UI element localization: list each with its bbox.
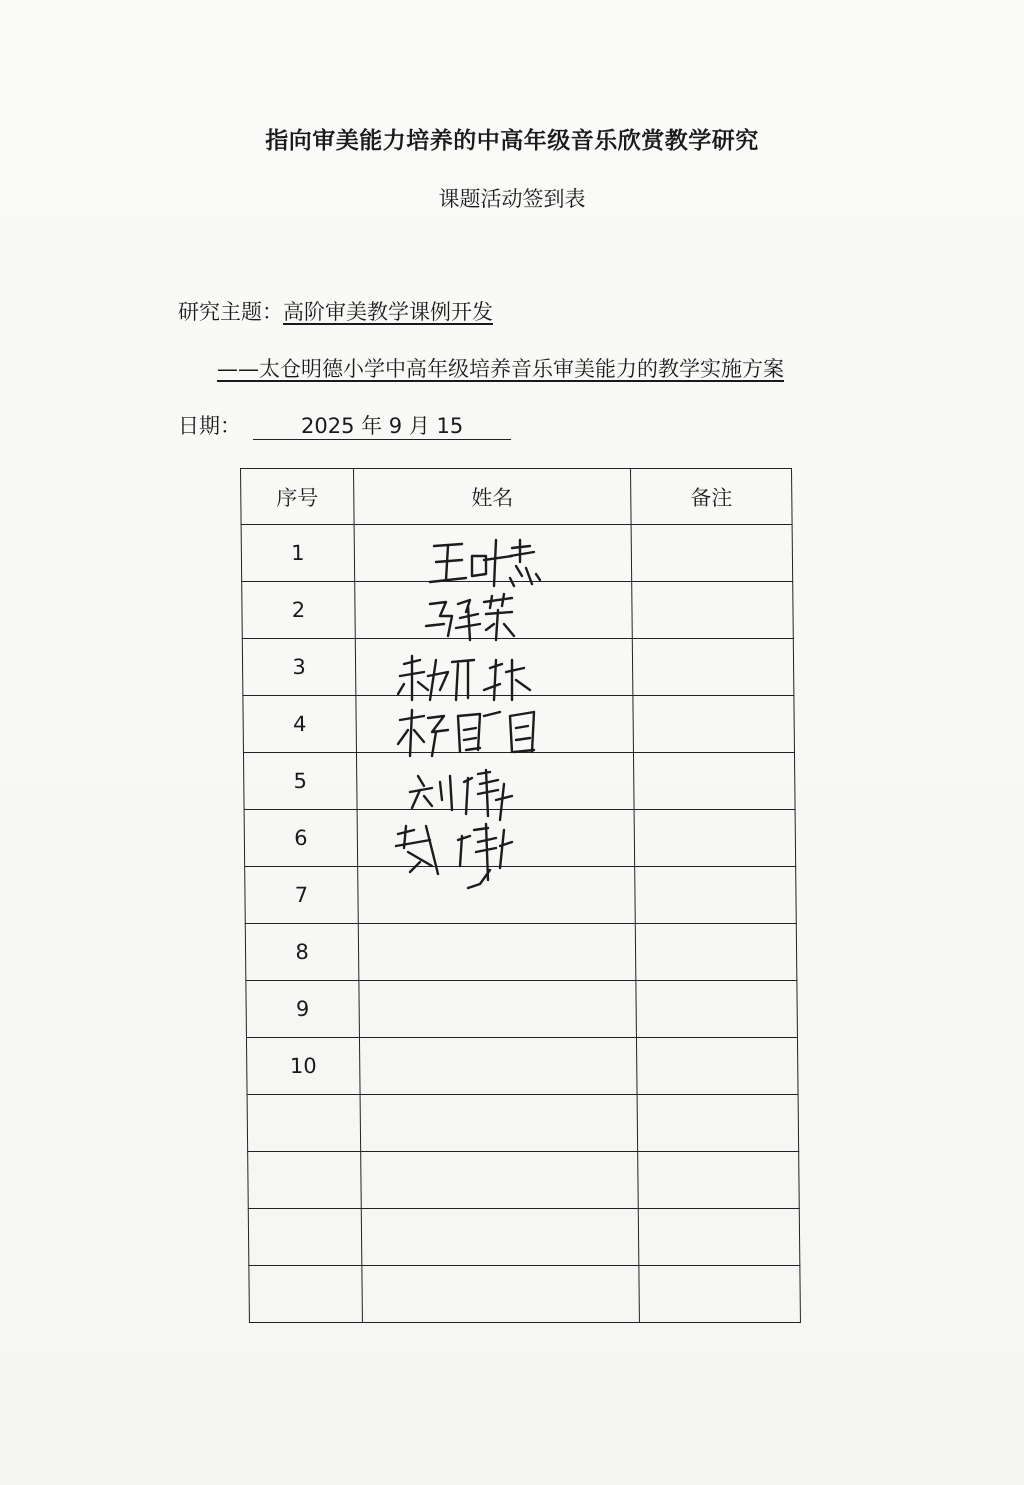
row-name-cell (354, 525, 632, 582)
row-note-cell (632, 639, 794, 696)
row-number-cell (248, 1152, 362, 1209)
topic-subtitle: ——太仓明德小学中高年级培养音乐审美能力的教学实施方案 (217, 357, 784, 381)
row-note-cell (633, 696, 795, 753)
header-note: 备注 (631, 469, 793, 525)
row-name-cell (356, 753, 634, 810)
row-name-cell (361, 1152, 639, 1209)
row-number-cell: 8 (245, 924, 359, 981)
row-name-cell (355, 582, 633, 639)
row-name-cell (358, 867, 636, 924)
research-topic (178, 296, 493, 326)
table-row (243, 753, 795, 810)
table-row (242, 582, 794, 639)
row-number-cell (248, 1209, 362, 1266)
table-row (249, 1266, 801, 1323)
row-note-cell (631, 525, 793, 582)
table-header-row (241, 469, 793, 525)
date-row (178, 410, 511, 440)
table-row (243, 696, 795, 753)
document-title: 指向审美能力培养的中高年级音乐欣赏教学研究 (265, 128, 759, 154)
row-name-cell (359, 1038, 637, 1095)
table-row (246, 981, 798, 1038)
row-name-cell (357, 810, 635, 867)
table-row (242, 639, 794, 696)
topic-value: 高阶审美教学课例开发 (283, 300, 493, 324)
date-value: 2025 年 9 月 15 (253, 413, 511, 440)
table-row (248, 1209, 800, 1266)
row-number-cell: 4 (243, 696, 357, 753)
header-name: 姓名 (354, 469, 632, 525)
table-row (244, 810, 796, 867)
row-note-cell (636, 1038, 798, 1095)
row-note-cell (637, 1095, 799, 1152)
document-subtitle: 课题活动签到表 (438, 187, 586, 211)
row-number-cell: 2 (242, 582, 356, 639)
row-name-cell (358, 924, 636, 981)
row-note-cell (632, 582, 794, 639)
row-note-cell (636, 981, 798, 1038)
row-note-cell (635, 867, 797, 924)
row-number-cell: 1 (241, 525, 355, 582)
row-name-cell (356, 696, 634, 753)
row-name-cell (360, 1095, 638, 1152)
row-note-cell (638, 1152, 800, 1209)
table-body (241, 525, 800, 1323)
row-number-cell (247, 1095, 361, 1152)
row-name-cell (361, 1209, 639, 1266)
table-row (246, 1038, 798, 1095)
row-number-cell: 5 (243, 753, 357, 810)
row-number-cell (249, 1266, 363, 1323)
row-name-cell (362, 1266, 640, 1323)
header-number: 序号 (241, 469, 355, 525)
table-row (241, 525, 793, 582)
row-number-cell: 3 (242, 639, 356, 696)
row-number-cell: 6 (244, 810, 358, 867)
row-note-cell (638, 1209, 800, 1266)
date-label: 日期： (178, 414, 241, 438)
row-name-cell (359, 981, 637, 1038)
row-note-cell (634, 810, 796, 867)
row-note-cell (639, 1266, 801, 1323)
table-row (248, 1152, 800, 1209)
sign-in-table (240, 468, 801, 1323)
row-note-cell (635, 924, 797, 981)
topic-label: 研究主题： (178, 300, 283, 324)
table-row (247, 1095, 799, 1152)
table-row (245, 867, 797, 924)
row-name-cell (355, 639, 633, 696)
row-number-cell: 10 (246, 1038, 360, 1095)
row-note-cell (633, 753, 795, 810)
row-number-cell: 9 (246, 981, 360, 1038)
row-number-cell: 7 (245, 867, 359, 924)
table-row (245, 924, 797, 981)
